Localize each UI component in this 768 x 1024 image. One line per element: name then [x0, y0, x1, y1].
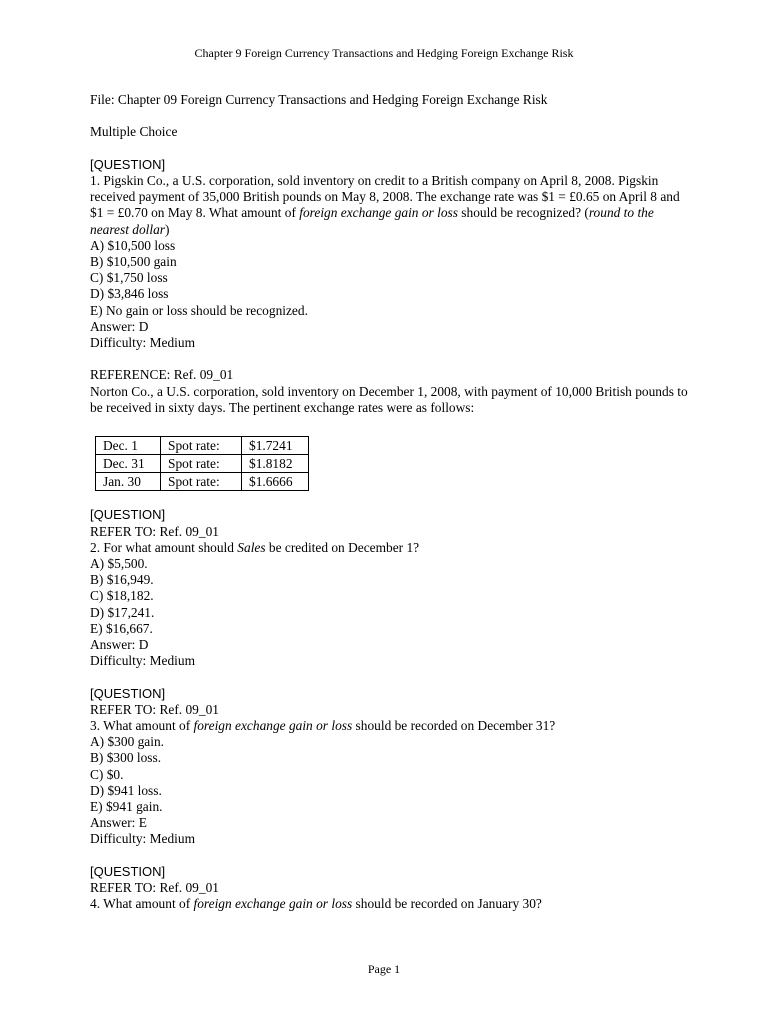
- question-text: 2. For what amount should Sales be credited on December 1?: [90, 539, 420, 555]
- section-title: Multiple Choice: [90, 124, 178, 140]
- refer-to: REFER TO: Ref. 09_01: [90, 523, 219, 539]
- file-line: File: Chapter 09 Foreign Currency Transactions and Hedging Foreign Exchange Risk: [90, 92, 548, 107]
- table-row: Jan. 30 Spot rate: $1.6666: [96, 473, 309, 491]
- option-e: E) $941 gain.: [90, 799, 163, 815]
- option-c: C) $1,750 loss: [90, 270, 168, 286]
- option-e: E) No gain or loss should be recognized.: [90, 302, 308, 318]
- option-b: B) $16,949.: [90, 572, 154, 588]
- difficulty: Difficulty: Medium: [90, 335, 196, 351]
- difficulty: Difficulty: Medium: [90, 653, 196, 669]
- option-a: A) $10,500 loss: [90, 237, 176, 253]
- document-body: [90, 92, 690, 912]
- option-b: B) $10,500 gain: [90, 254, 177, 269]
- option-c: C) $18,182.: [90, 588, 154, 604]
- option-d: D) $941 loss.: [90, 782, 162, 798]
- table-row: Dec. 31 Spot rate: $1.8182: [96, 455, 309, 473]
- answer: Answer: D: [90, 318, 149, 334]
- exchange-rate-table: [95, 436, 309, 491]
- question-4: [90, 864, 690, 913]
- question-1: [90, 157, 690, 351]
- question-tag: [QUESTION]: [90, 685, 166, 701]
- answer: Answer: E: [90, 815, 147, 831]
- question-text: 1. Pigskin Co., a U.S. corporation, sold inventory on credit to a British company on April 8, 2008. Pigskin received payment of 35,000 British pounds on May 8, 2008. The exchange rate was $1 = £0.65 on April 8 and $1 = £0.70 on May 8. What amount of foreign exchange gain or loss should be recognized? (round to the nearest dollar): [90, 172, 680, 237]
- page-header: Chapter 9 Foreign Currency Transactions and Hedging Foreign Exchange Risk: [194, 46, 574, 60]
- option-c: C) $0.: [90, 766, 124, 782]
- question-2: [90, 507, 690, 669]
- reference-text: Norton Co., a U.S. corporation, sold inventory on December 1, 2008, with payment of 10,000 British pounds to be received in sixty days. The pertinent exchange rates were as follows:: [90, 383, 688, 415]
- option-b: B) $300 loss.: [90, 750, 162, 766]
- option-a: A) $300 gain.: [90, 734, 165, 750]
- page-footer: Page 1: [367, 962, 401, 976]
- refer-to: REFER TO: Ref. 09_01: [90, 880, 219, 896]
- question-text: 3. What amount of foreign exchange gain or loss should be recorded on December 31?: [90, 718, 556, 734]
- answer: Answer: D: [90, 637, 149, 653]
- difficulty: Difficulty: Medium: [90, 831, 196, 847]
- option-a: A) $5,500.: [90, 556, 148, 571]
- option-e: E) $16,667.: [90, 620, 153, 636]
- option-d: D) $3,846 loss: [90, 286, 169, 302]
- question-3: [90, 686, 690, 848]
- question-tag: [QUESTION]: [90, 156, 166, 172]
- question-text: 4. What amount of foreign exchange gain or loss should be recorded on January 30?: [90, 896, 542, 912]
- question-tag: [QUESTION]: [90, 507, 166, 523]
- question-tag: [QUESTION]: [90, 863, 166, 879]
- table-row: Dec. 1 Spot rate: $1.7241: [96, 437, 309, 455]
- option-d: D) $17,241.: [90, 604, 155, 620]
- reference-label: REFERENCE: Ref. 09_01: [90, 367, 234, 383]
- reference-block: [90, 367, 690, 491]
- refer-to: REFER TO: Ref. 09_01: [90, 701, 219, 717]
